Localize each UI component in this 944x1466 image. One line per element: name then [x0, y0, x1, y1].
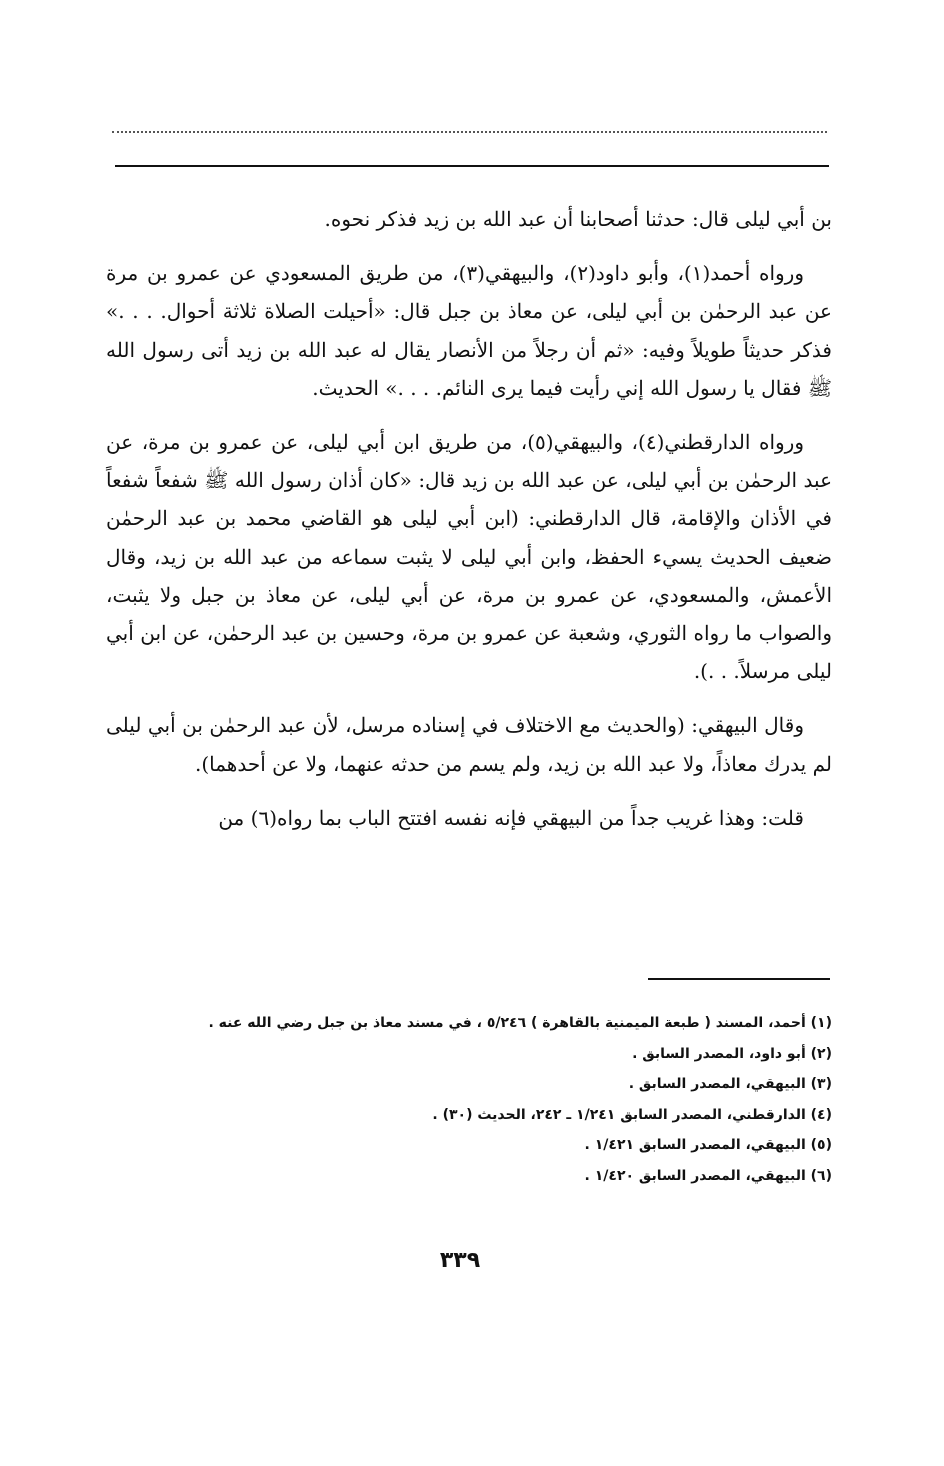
header-rule — [115, 165, 829, 167]
footnote-4: (٤) الدارقطني، المصدر السابق ١/٢٤١ ـ ٢٤٢، الحديث (٣٠) . — [432, 1106, 832, 1123]
footnote-separator — [648, 978, 830, 980]
footnote-6: (٦) البيهقي، المصدر السابق ١/٤٢٠ . — [584, 1167, 832, 1184]
page-number: ٣٣٩ — [439, 1248, 481, 1273]
paragraph-4: وقال البيهقي: (والحديث مع الاختلاف في إسناده مرسل، لأن عبد الرحمٰن بن أبي ليلى لم يدرك معاذاً، ولا عبد الله بن زيد، ولم يسم من حدثه عنهما، ولا عن أحدهما). — [106, 713, 832, 776]
footnotes — [110, 1008, 832, 1192]
footnote-3: (٣) البيهقي، المصدر السابق . — [628, 1076, 832, 1093]
footnote-1: (١) أحمد، المسند ( طبعة الميمنية بالقاهرة ) ٥/٢٤٦ ، في مسند معاذ بن جبل رضي الله عنه . — [208, 1015, 832, 1031]
footnote-5: (٥) البيهقي، المصدر السابق ١/٤٢١ . — [584, 1137, 832, 1154]
paragraph-3: ورواه الدارقطني(٤)، والبيهقي(٥)، من طريق ابن أبي ليلى، عن عمرو بن مرة، عن عبد الرحمٰن بن أبي ليلى، عن عبد الله بن زيد قال: «كان أذان رسول الله ﷺ شفعاً شفعاً في الأذان والإقامة، قال الدارقطني: (ابن أبي ليلى هو القاضي محمد بن عبد الرحمٰن ضعيف الحديث يسيء الحفظ، وابن أبي ليلى لا يثبت سماعه من عبد الله بن زيد، وقال الأعمش، والمسعودي، عن عمرو بن مرة، عن أبي ليلى، عن معاذ بن جبل ولا يثبت، والصواب ما رواه الثوري، وشعبة عن عمرو بن مرة، وحسين بن عبد الرحمٰن، عن ابن أبي ليلى مرسلاً. . .). — [106, 430, 832, 684]
header-dotted-rule — [112, 131, 827, 133]
paragraph-5: قلت: وهذا غريب جداً من البيهقي فإنه نفسه افتتح الباب بما رواه(٦) من — [218, 805, 804, 830]
paragraph-2: ورواه أحمد(١)، وأبو داود(٢)، والبيهقي(٣)، من طريق المسعودي عن عمرو بن مرة عن عبد الرحمٰن بن أبي ليلى، عن معاذ بن جبل قال: «أحيلت الصلاة ثلاثة أحوال. . . .» فذكر حديثاً طويلاً وفيه: «ثم أن رجلاً من الأنصار يقال له عبد الله بن زيد أتى رسول الله ﷺ فقال يا رسول الله إني رأيت فيما يرى النائم. . . .» الحديث. — [106, 261, 832, 400]
paragraph-1: بن أبي ليلى قال: حدثنا أصحابنا أن عبد الله بن زيد فذكر نحوه. — [324, 207, 832, 231]
footnote-2: (٢) أبو داود، المصدر السابق . — [632, 1045, 832, 1062]
main-text — [106, 200, 832, 837]
